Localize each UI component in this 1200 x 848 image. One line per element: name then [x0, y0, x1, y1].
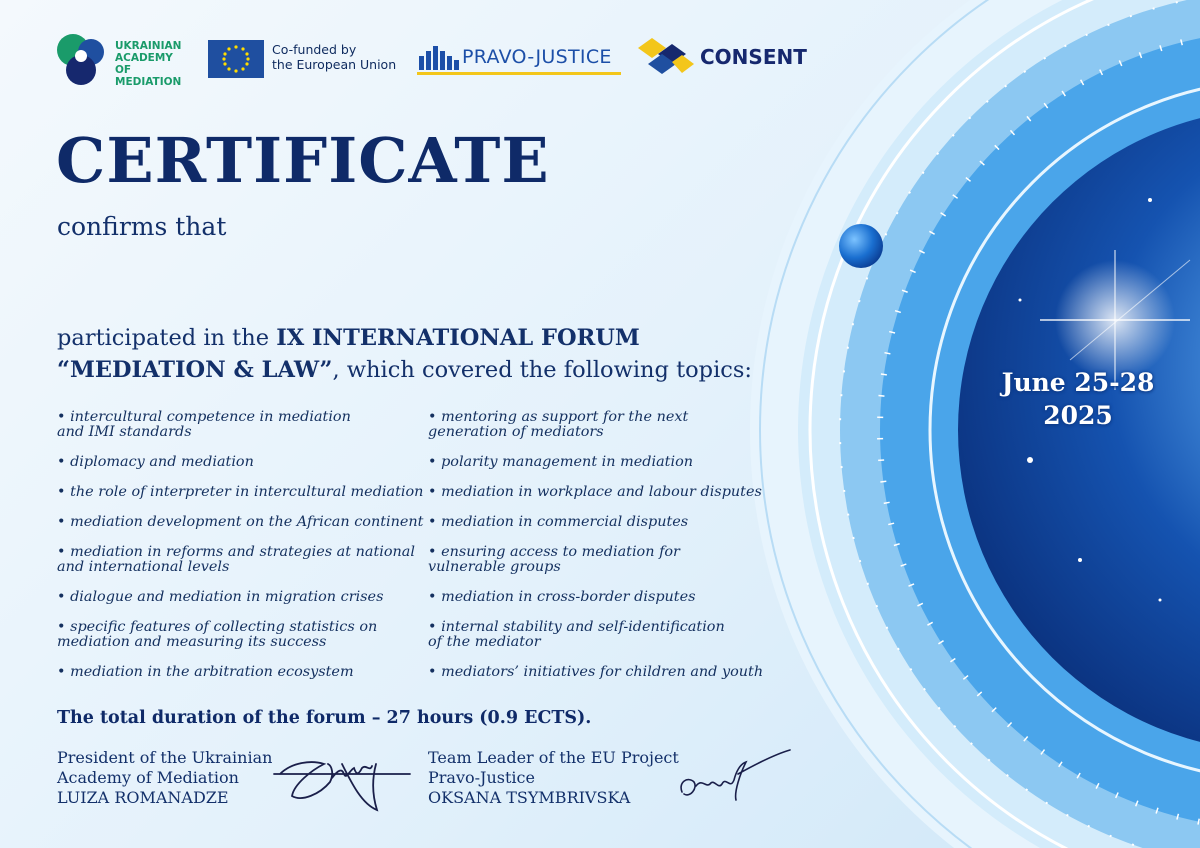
topic-line: • mediation in cross-border disputes — [428, 589, 696, 605]
topic-line: • mentoring as support for the next — [428, 409, 689, 425]
topic-item — [428, 515, 688, 530]
topic-item — [428, 665, 763, 680]
topic-line: • diplomacy and mediation — [57, 454, 254, 470]
topic-line: and IMI standards — [57, 424, 192, 440]
eu-line-2: the European Union — [272, 57, 397, 72]
forum-name-line-1: IX INTERNATIONAL FORUM — [276, 325, 640, 351]
signatory-right-title-2: Pravo-Justice — [428, 768, 535, 787]
topic-item — [57, 410, 351, 440]
topic-item — [57, 620, 377, 650]
topic-line: and international levels — [57, 559, 230, 575]
pravo-justice-logo — [417, 30, 625, 90]
uam-line-1: UKRAINIAN — [115, 40, 182, 52]
consent-text: CONSENT — [700, 45, 807, 69]
signatory-right-title-1: Team Leader of the EU Project — [428, 748, 679, 767]
topic-line: generation of mediators — [428, 424, 604, 440]
uam-emblem-icon — [55, 32, 111, 88]
topic-item — [57, 455, 254, 470]
confirms-text: confirms that — [57, 212, 227, 241]
pravo-justice-text: PRAVO-JUSTICE — [462, 46, 612, 68]
topic-item — [428, 485, 762, 500]
topic-item — [428, 545, 680, 575]
topic-line: mediation and measuring its success — [57, 634, 327, 650]
pravo-justice-underline — [417, 72, 621, 75]
participated-prefix: participated in the — [57, 325, 277, 351]
uam-line-3: OF MEDIATION — [115, 64, 182, 88]
small-sphere — [839, 224, 883, 268]
eu-logo — [208, 30, 408, 90]
topic-item — [57, 545, 415, 575]
uam-line-2: ACADEMY — [115, 52, 173, 64]
event-date-days: June 25-28 — [1001, 368, 1155, 397]
topic-item — [428, 455, 693, 470]
signatory-right — [428, 748, 679, 808]
topic-item — [57, 590, 383, 605]
forum-duration: The total duration of the forum – 27 hours (0.9 ECTS). — [57, 708, 592, 728]
topic-line: • dialogue and mediation in migration crises — [57, 589, 384, 605]
topic-line: • mediation in commercial disputes — [428, 514, 689, 530]
topic-item — [428, 590, 696, 605]
topic-line: of the mediator — [428, 634, 541, 650]
consent-emblem-icon — [638, 38, 698, 78]
certificate-title: CERTIFICATE — [56, 124, 550, 197]
signatory-left-name: LUIZA ROMANADZE — [57, 788, 229, 807]
signature-left — [272, 744, 412, 814]
topic-item — [57, 665, 354, 680]
topic-line: • the role of interpreter in intercultural mediation — [57, 484, 424, 500]
topic-line: • intercultural competence in mediation — [57, 409, 351, 425]
event-date-year: 2025 — [1043, 401, 1113, 430]
topic-line: • polarity management in mediation — [428, 454, 693, 470]
forum-name-line-2: “MEDIATION & LAW” — [57, 357, 333, 383]
ukrainian-academy-logo — [55, 30, 195, 90]
eu-line-1: Co-funded by — [272, 42, 357, 57]
eu-flag-icon — [208, 40, 264, 78]
topic-item — [428, 410, 688, 440]
topic-line: • mediators’ initiatives for children and youth — [428, 664, 764, 680]
signatory-left-title-1: President of the Ukrainian — [57, 748, 273, 767]
topic-item — [428, 620, 725, 650]
topic-line: • mediation development on the African continent — [57, 514, 424, 530]
signatory-right-name: OKSANA TSYMBRIVSKA — [428, 788, 631, 807]
topic-line: • specific features of collecting statistics on — [57, 619, 378, 635]
topic-line: vulnerable groups — [428, 559, 561, 575]
topic-line: • mediation in the arbitration ecosystem — [57, 664, 354, 680]
signatory-left — [57, 748, 272, 808]
topic-line: • ensuring access to mediation for — [428, 544, 680, 560]
topic-line: • internal stability and self-identification — [428, 619, 725, 635]
participated-suffix: , which covered the following topics: — [332, 357, 752, 383]
topic-item — [57, 485, 423, 500]
signature-right — [676, 744, 796, 814]
topic-item — [57, 515, 423, 530]
topic-line: • mediation in workplace and labour disputes — [428, 484, 762, 500]
event-date — [968, 366, 1188, 432]
participation-statement — [57, 322, 777, 386]
consent-logo — [638, 30, 818, 90]
signatory-left-title-2: Academy of Mediation — [57, 768, 239, 787]
building-icon — [419, 46, 459, 70]
topic-line: • mediation in reforms and strategies at national — [57, 544, 415, 560]
